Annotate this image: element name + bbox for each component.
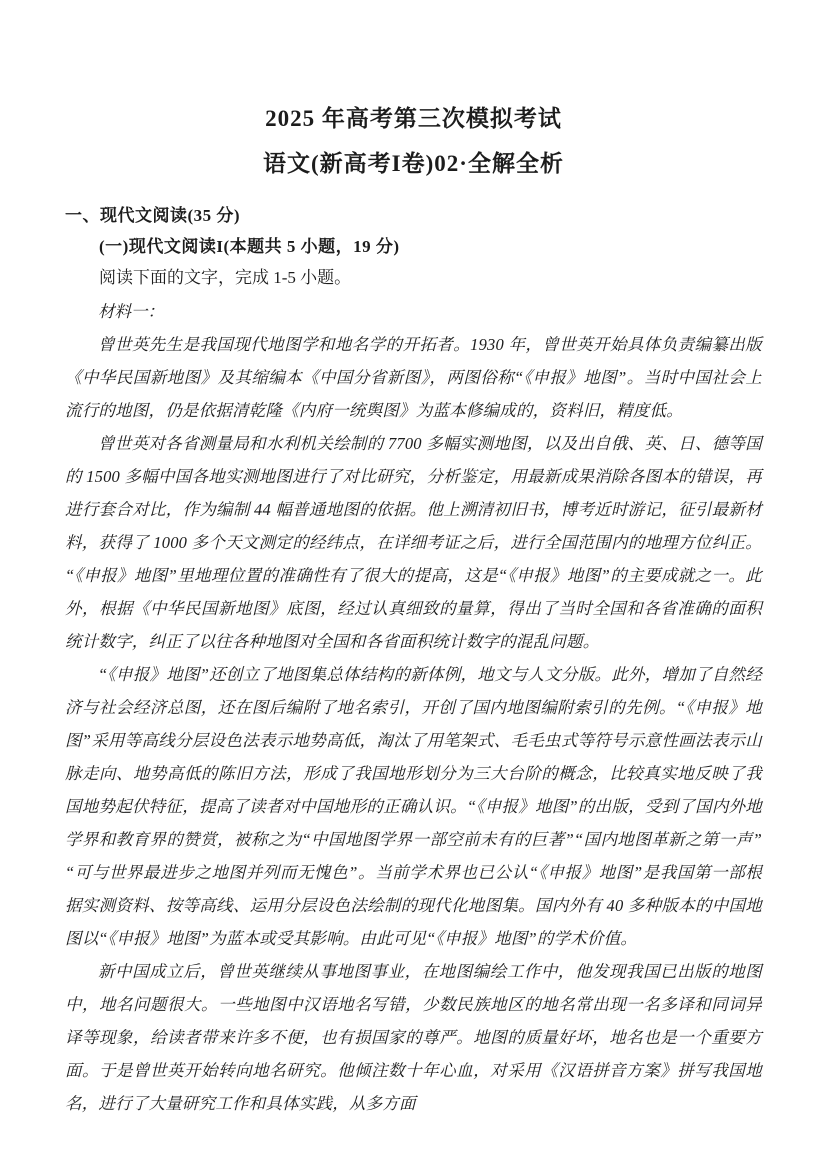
subsection-heading-reading-one: (一)现代文阅读I(本题共 5 小题，19 分) (99, 237, 400, 256)
material-paragraph-2: 曾世英对各省测量局和水利机关绘制的 7700 多幅实测地图，以及出自俄、英、日、德等国的 1500 多幅中国各地实测地图进行了对比研究，分析鉴定，用最新成果消除各图本的错误，再进行套合对比，作为编制 44 幅普通地图的依据。他上溯清初旧书，博考近时游记，征引最新材料，获得了 1000 多个天文测定的经纬点，在详细考证之后，进行全国范围内的地理方位纠正。“《申报》地图”里地理位置的准确性有了很大的提高，这是“《申报》地图”的主要成就之一。此外，根据《中华民国新地图》底图，经过认真细致的量算，得出了当时全国和各省准确的面积统计数字，纠正了以往各种地图对全国和各省面积统计数字的混乱问题。 (65, 434, 762, 651)
material-one-label: 材料一： (98, 302, 164, 321)
document-title-line2: 语文(新高考I卷)02·全解全析 (263, 151, 564, 176)
material-paragraph-4: 新中国成立后，曾世英继续从事地图事业，在地图编绘工作中，他发现我国已出版的地图中，地名问题很大。一些地图中汉语地名写错，少数民族地区的地名常出现一名多译和同词异译等现象，给读者带来许多不便，也有损国家的尊严。地图的质量好坏，地名也是一个重要方面。于是曾世英开始转向地名研究。他倾注数十年心血，对采用《汉语拼音方案》拼写我国地名，进行了大量研究工作和具体实践，从多方面 (65, 962, 762, 1113)
material-paragraph-1: 曾世英先生是我国现代地图学和地名学的开拓者。1930 年，曾世英开始具体负责编纂出版《中华民国新地图》及其缩编本《中国分省新图》，两图俗称“《申报》地图”。当时中国社会上流行的地图，仍是依据清乾隆《内府一统舆图》为蓝本修编成的，资料旧，精度低。 (65, 335, 762, 420)
material-paragraph-3: “《申报》地图”还创立了地图集总体结构的新体例，地文与人文分版。此外，增加了自然经济与社会经济总图，还在图后编附了地名索引，开创了国内地图编附索引的先例。“《申报》地图”采用等高线分层设色法表示地势高低，淘汰了用笔架式、毛毛虫式等符号示意性画法表示山脉走向、地势高低的陈旧方法，形成了我国地形划分为三大台阶的概念，比较真实地反映了我国地势起伏特征，提高了读者对中国地形的正确认识。“《申报》地图”的出版，受到了国内外地学界和教育界的赞赏，被称之为“中国地图学界一部空前未有的巨著”“国内地图革新之第一声”“可与世界最进步之地图并列而无愧色”。当前学术界也已公认“《申报》地图”是我国第一部根据实测资料、按等高线、运用分层设色法绘制的现代化地图集。国内外有 40 多种版本的中国地图以“《申报》地图”为蓝本或受其影响。由此可见“《申报》地图”的学术价值。 (65, 665, 762, 948)
section-heading-modern-text-reading: 一、现代文阅读(35 分) (65, 206, 241, 225)
material-one-body (65, 295, 762, 1120)
document-title-line1: 2025 年高考第三次模拟考试 (265, 106, 562, 131)
reading-instruction: 阅读下面的文字，完成 1-5 小题。 (99, 268, 352, 287)
